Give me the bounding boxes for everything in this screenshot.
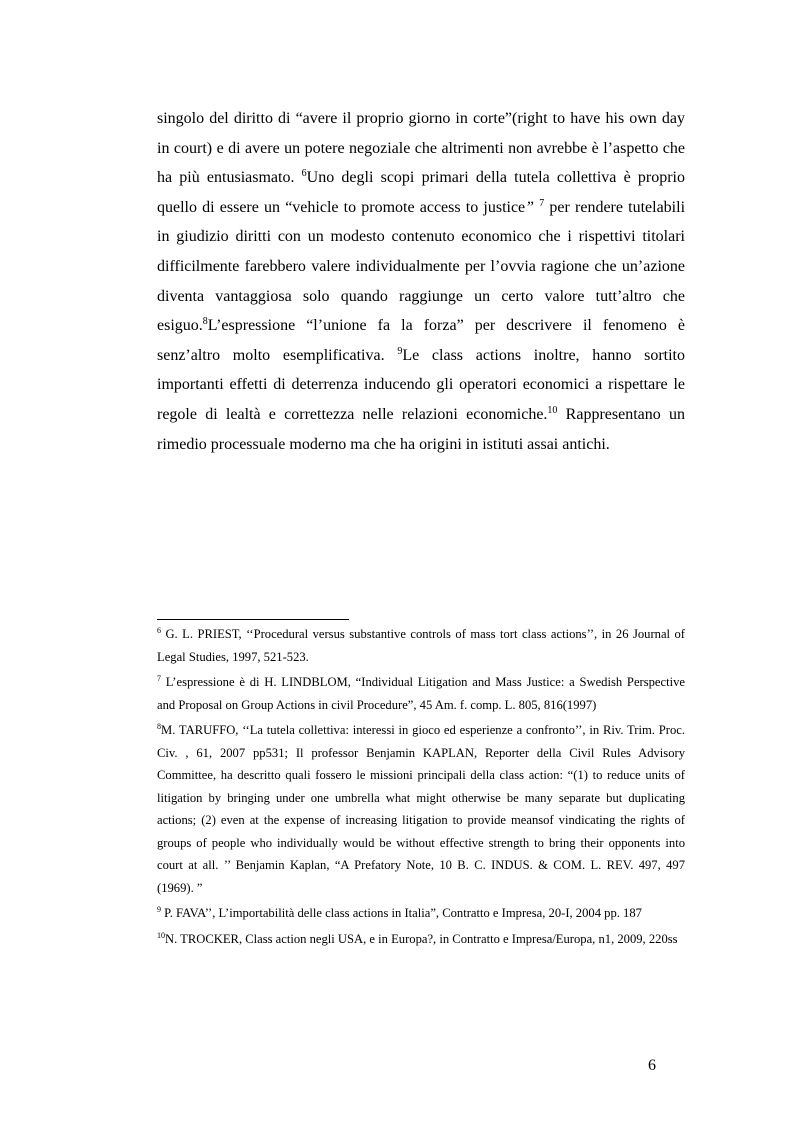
footnote-ref-6[interactable]: 6 bbox=[301, 168, 307, 180]
footnote-ref-8[interactable]: 8 bbox=[202, 316, 208, 328]
body-text-segment: Rappresentano un rimedio processuale moderno ma che ha origini in istituti assai antichi. bbox=[157, 405, 685, 453]
body-text-segment: L’espressione “l’unione fa la forza” per descrivere il fenomeno è senz’altro molto esemplificativa. bbox=[157, 317, 685, 364]
footnote-8 bbox=[157, 719, 685, 899]
body-text-segment: Le class actions inoltre, hanno sortito importanti effetti di deterrenza inducendo gli operatori economici a rispettare le regole di lealtà e correttezza nelle relazioni economiche. bbox=[157, 346, 685, 423]
footnote-ref-7[interactable]: 7 bbox=[539, 197, 545, 209]
footnote-10 bbox=[157, 928, 685, 951]
body-text-quote-close: ” bbox=[525, 198, 540, 216]
body-paragraph bbox=[157, 104, 685, 459]
body-text-segment: singolo del diritto di “avere il proprio giorno in corte”(right to have his own day in court) e di avere un potere negoziale che altrimenti non avrebbe è l’aspetto che ha più entusiasmato. bbox=[157, 110, 685, 187]
footnote-number: 9 bbox=[157, 905, 161, 914]
footnote-6 bbox=[157, 623, 685, 668]
page-number: 6 bbox=[648, 1057, 656, 1074]
footnote-7 bbox=[157, 671, 685, 716]
footnote-number: 8 bbox=[157, 722, 161, 731]
footnote-number: 10 bbox=[157, 930, 165, 940]
footnote-ref-9[interactable]: 9 bbox=[397, 345, 403, 357]
footnote-ref-10[interactable]: 10 bbox=[547, 404, 558, 416]
body-text-segment: Uno degli scopi primari della tutela collettiva è proprio quello di essere un “vehicle to promote access to justice bbox=[157, 169, 685, 216]
footnote-number: 7 bbox=[157, 674, 161, 683]
footnote-number: 6 bbox=[157, 626, 161, 635]
footnote-text: M. TARUFFO, ‘‘La tutela collettiva: interessi in gioco ed esperienze a confronto’’, in Riv. Trim. Proc. Civ. , 61, 2007 pp531; Il professor Benjamin KAPLAN, Reporter della Civil Rules Advisory Committee, ha descritto quali fossero le missioni principali della class action: “(1) to reduce units of litigation by bringing under one umbrella what might otherwise be many separate but duplicating actions; (2) even at the expense of increasing litigation to provide meansof vindicating the rights of groups of people who individually would be without effective strength to bring their opponents into court at all. ’’ Benjamin Kaplan, “A Prefatory Note, 10 B. C. INDUS. & COM. L. REV. 497, 497 (1969). ” bbox=[157, 723, 685, 895]
footnote-text: G. L. PRIEST, ‘‘Procedural versus substantive controls of mass tort class actions’’, in 26 Journal of Legal Studies, 1997, 521-523. bbox=[157, 627, 685, 664]
footnote-text: N. TROCKER, Class action negli USA, e in Europa?, in Contratto e Impresa/Europa, n1, 2009, 220ss bbox=[165, 931, 678, 946]
footnote-9 bbox=[157, 902, 685, 925]
footnote-text: P. FAVA’’, L’importabilità delle class actions in Italia”, Contratto e Impresa, 20-I, 2004 pp. 187 bbox=[161, 906, 642, 920]
footnotes bbox=[157, 623, 685, 953]
footnote-separator bbox=[157, 619, 349, 620]
body-text-segment: per rendere tutelabili in giudizio diritti con un modesto contenuto economico che i rispettivi titolari difficilmente farebbero valere individualmente per l’ovvia ragione che un’azione diventa vantaggiosa solo quando raggiunge un certo valore tutt’altro che esiguo. bbox=[157, 198, 686, 335]
footnote-text: L’espressione è di H. LINDBLOM, “Individual Litigation and Mass Justice: a Swedish Perspective and Proposal on Group Actions in civil Procedure”, 45 Am. f. comp. L. 805, 816(1997) bbox=[157, 675, 685, 712]
